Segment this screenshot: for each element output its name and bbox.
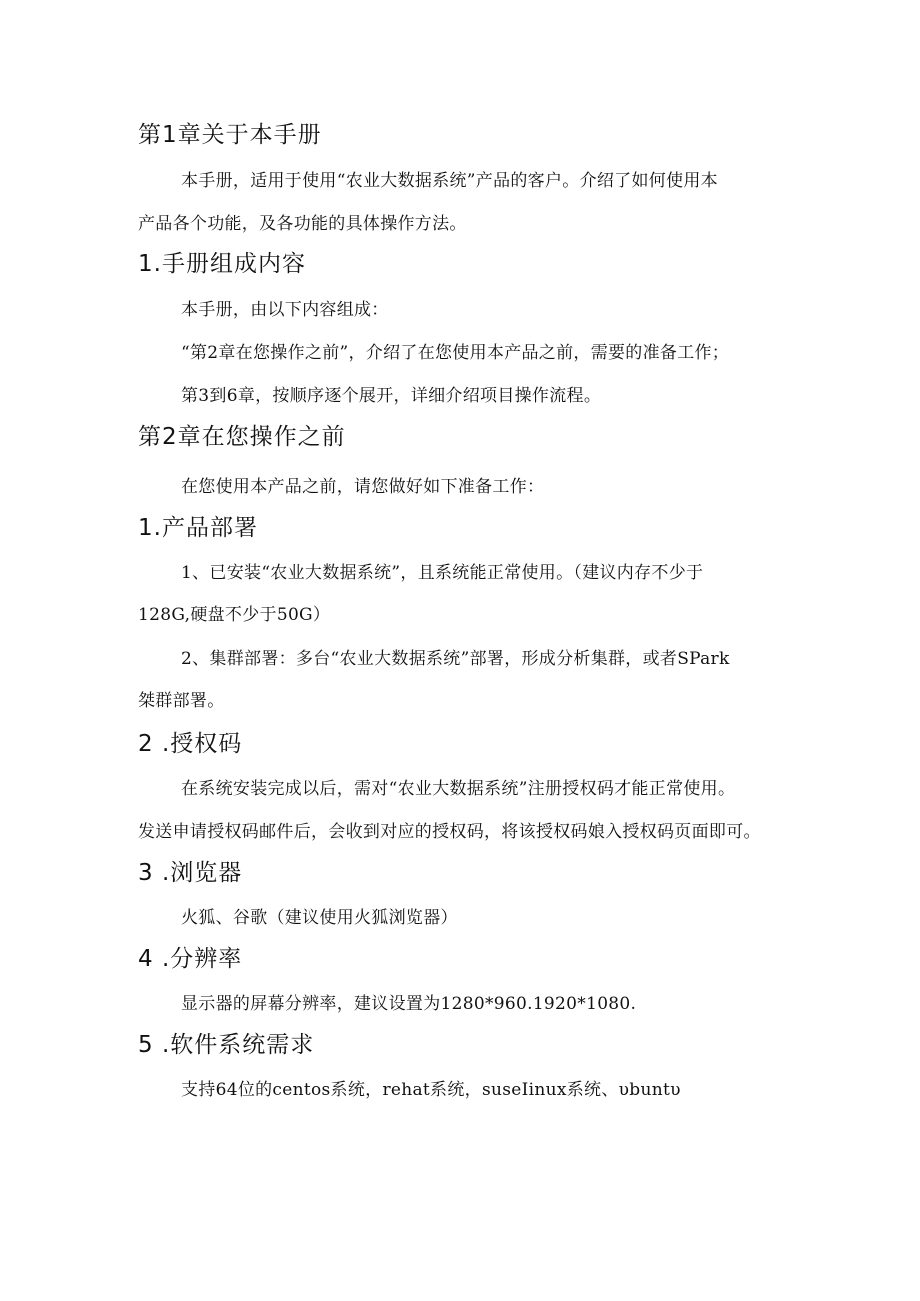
section-manual-contents-para-2: “第2章在您操作之前”，介绍了在您使用本产品之前，需要的准备工作； (181, 343, 730, 363)
section-software-req-para: 支持64位的centos系统，rehat系统，suseIinux系统、υbuntυ (181, 1080, 681, 1100)
section-product-deploy-item-2-line-1: 2、集群部署：多台“农业大数据系统”部署，形成分析集群，或者SPark (181, 649, 730, 669)
section-license-para-line-1: 在系统安装完成以后，需对“农业大数据系统”注册授权码才能正常使用。 (181, 779, 736, 799)
section-browser-para: 火狐、谷歌（建议使用火狐浏览器） (181, 908, 458, 928)
section-resolution-para: 显示器的屏幕分辨率，建议设置为1280*960.1920*1080. (181, 994, 637, 1014)
section-product-deploy-title: 1.产品部署 (138, 515, 258, 541)
section-manual-contents-para-1: 本手册，由以下内容组成： (181, 300, 389, 320)
chapter-2-title: 第2章在您操作之前 (138, 424, 346, 450)
chapter-2-intro: 在您使用本产品之前，请您做好如下准备工作： (181, 477, 545, 497)
section-manual-contents-para-3: 第3到6章，按顺序逐个展开，详细介绍项目操作流程。 (181, 386, 602, 406)
section-license-para-line-2: 发送申请授权码邮件后，会收到对应的授权码，将该授权码娘入授权码页面即可。 (138, 822, 761, 842)
section-license-title: 2 .授权码 (138, 731, 243, 757)
section-product-deploy-item-1-line-1: 1、已安装“农业大数据系统”，且系统能正常使用。（建议内存不少于 (181, 563, 704, 583)
section-software-req-title: 5 .软件系统需求 (138, 1032, 315, 1058)
section-resolution-title: 4 .分辨率 (138, 946, 243, 972)
chapter-1-intro-line-1: 本手册，适用于使用“农业大数据系统”产品的客户。介绍了如何使用本 (181, 171, 718, 191)
section-manual-contents-title: 1.手册组成内容 (138, 251, 306, 277)
section-product-deploy-item-2-line-2: 桀群部署。 (138, 691, 225, 711)
section-product-deploy-item-1-line-2: 128G,硬盘不少于50G） (138, 605, 331, 625)
section-browser-title: 3 .浏览器 (138, 860, 243, 886)
chapter-1-intro-line-2: 产品各个功能，及各功能的具体操作方法。 (138, 214, 467, 234)
chapter-1-title: 第1章关于本手册 (138, 122, 322, 148)
